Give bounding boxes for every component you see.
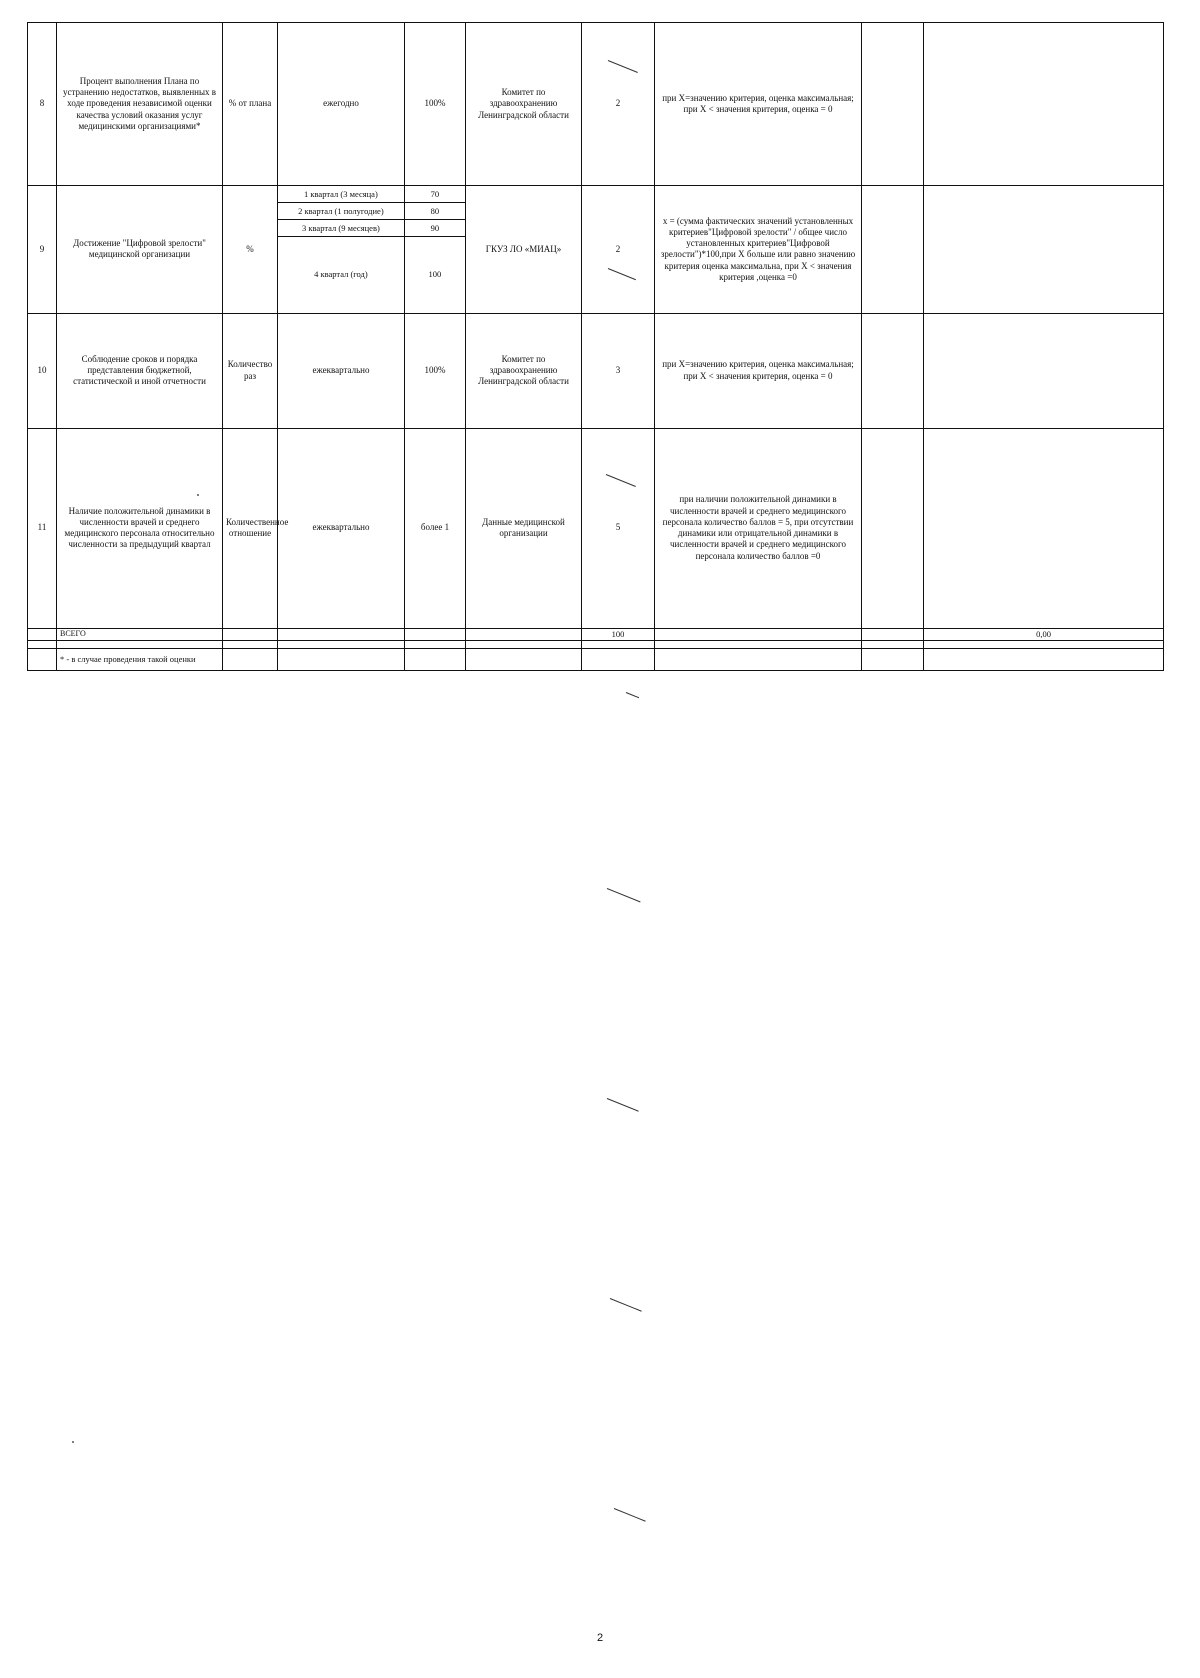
scoring-rule: при Х=значению критерия, оценка максимальная; при Х < значения критерия, оценка = 0 <box>655 23 862 186</box>
scoring-rule: х = (сумма фактических значений установленных критериев"Цифровой зрелости" / общее число установленных критериев"Цифровой зрелости")*100,при Х больше или равно значению критерия оценка максимальна, при Х < значения критерия ,оценка =0 <box>655 186 862 314</box>
data-source: Данные медицинской организации <box>466 428 582 628</box>
max-points: 2 <box>582 186 655 314</box>
total-label: ВСЕГО <box>57 628 223 640</box>
criterion-unit: Количественное отношение <box>223 428 278 628</box>
data-source: ГКУЗ ЛО «МИАЦ» <box>466 186 582 314</box>
total-score: 0,00 <box>924 628 1164 640</box>
max-points: 2 <box>582 23 655 186</box>
footnote-row <box>28 648 1164 670</box>
quarter-row <box>278 237 465 313</box>
empty-cell <box>862 186 924 314</box>
empty-cell <box>862 23 924 186</box>
criterion-target: 100% <box>405 23 466 186</box>
empty-cell <box>862 313 924 428</box>
criterion-target: 100% <box>405 313 466 428</box>
quarter-period: 1 квартал (3 месяца) <box>278 186 404 203</box>
empty-cell <box>278 628 405 640</box>
criterion-period: ежегодно <box>278 23 405 186</box>
quarter-target: 90 <box>404 220 465 237</box>
max-points: 5 <box>582 428 655 628</box>
quarter-schedule <box>278 186 466 314</box>
empty-cell <box>28 648 57 670</box>
row-number: 11 <box>28 428 57 628</box>
scan-artifact <box>610 1298 642 1312</box>
quarter-row <box>278 186 465 203</box>
row-number: 8 <box>28 23 57 186</box>
criterion-name: Процент выполнения Плана по устранению недостатков, выявленных в ходе проведения независимой оценки качества условий оказания услуг медицинскими организациями* <box>57 23 223 186</box>
total-row <box>28 628 1164 640</box>
criteria-table <box>27 22 1164 671</box>
criteria-table-sheet <box>27 22 1163 671</box>
scan-artifact <box>197 494 199 496</box>
empty-cell <box>28 628 57 640</box>
table-row <box>28 186 1164 314</box>
criterion-unit: Количество раз <box>223 313 278 428</box>
table-row <box>28 313 1164 428</box>
scan-artifact <box>626 692 639 698</box>
scan-artifact <box>607 888 641 902</box>
empty-cell <box>924 313 1164 428</box>
page-number: 2 <box>596 1632 604 1644</box>
quarter-subtable <box>278 186 465 313</box>
scoring-rule: при Х=значению критерия, оценка максимальная; при Х < значения критерия, оценка = 0 <box>655 313 862 428</box>
empty-cell <box>655 628 862 640</box>
empty-cell <box>223 628 278 640</box>
quarter-target: 80 <box>404 203 465 220</box>
quarter-period: 3 квартал (9 месяцев) <box>278 220 404 237</box>
row-number: 10 <box>28 313 57 428</box>
scan-artifact <box>72 1441 74 1443</box>
scoring-rule: при наличии положительной динамики в численности врачей и среднего медицинского персонала количество баллов = 5, при отсутствии динамики или отрицательной динамики в численности врачей и среднего медицинского персонала количество баллов =0 <box>655 428 862 628</box>
total-points: 100 <box>582 628 655 640</box>
footnote-text: * - в случае проведения такой оценки <box>57 648 223 670</box>
criterion-name: Достижение "Цифровой зрелости" медицинской организации <box>57 186 223 314</box>
quarter-period: 4 квартал (год) <box>278 237 404 313</box>
empty-cell <box>924 23 1164 186</box>
empty-cell <box>924 186 1164 314</box>
empty-cell <box>862 428 924 628</box>
quarter-row <box>278 220 465 237</box>
empty-cell <box>466 628 582 640</box>
quarter-target: 70 <box>404 186 465 203</box>
criterion-target: более 1 <box>405 428 466 628</box>
table-row <box>28 23 1164 186</box>
empty-cell <box>405 628 466 640</box>
scan-artifact <box>607 1098 639 1112</box>
table-row <box>28 428 1164 628</box>
criterion-unit: % от плана <box>223 23 278 186</box>
scan-artifact <box>614 1508 646 1522</box>
empty-cell <box>924 428 1164 628</box>
criterion-name: Наличие положительной динамики в численности врачей и среднего медицинского персонала относительно численности за предыдущий квартал <box>57 428 223 628</box>
blank-row <box>28 640 1164 648</box>
max-points: 3 <box>582 313 655 428</box>
data-source: Комитет по здравоохранению Ленинградской области <box>466 313 582 428</box>
criterion-name: Соблюдение сроков и порядка представления бюджетной, статистической и иной отчетности <box>57 313 223 428</box>
row-number: 9 <box>28 186 57 314</box>
empty-cell <box>862 628 924 640</box>
quarter-row <box>278 203 465 220</box>
data-source: Комитет по здравоохранению Ленинградской области <box>466 23 582 186</box>
criterion-period: ежеквартально <box>278 428 405 628</box>
quarter-period: 2 квартал (1 полугодие) <box>278 203 404 220</box>
quarter-target: 100 <box>428 269 442 280</box>
criterion-period: ежеквартально <box>278 313 405 428</box>
criterion-unit: % <box>223 186 278 314</box>
